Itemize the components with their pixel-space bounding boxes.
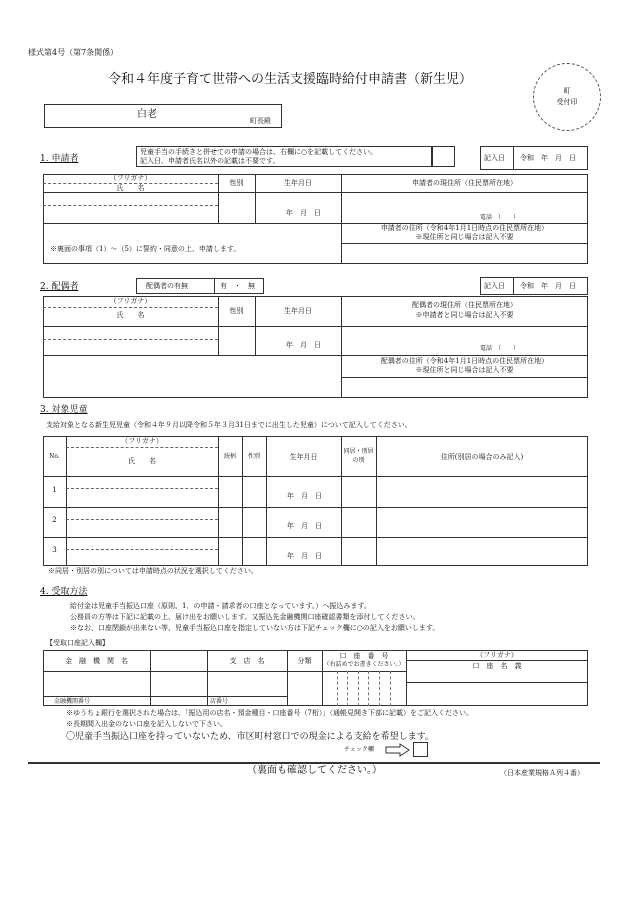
spouse-current-address-label: 配偶者の現住所（住民票所在地） xyxy=(412,301,517,309)
spouse-ref-address-label: 配偶者の住所（令和4年1月1日時点の住民票所在地） xyxy=(380,357,549,365)
applicant-phone-label[interactable]: 電話 （ ） xyxy=(480,214,520,221)
mayor-name: 白老 xyxy=(137,109,157,120)
spouse-entry-date-value[interactable]: 令和 年 月 日 xyxy=(520,282,576,290)
stamp-line1: 町 xyxy=(563,87,571,95)
footer-rule xyxy=(28,762,600,764)
children-col-furigana: （フリガナ） xyxy=(121,437,163,445)
children-col-name: 氏 名 xyxy=(128,457,156,465)
branch-label: 支 店 名 xyxy=(229,657,265,665)
cash-option: 〇児童手当振込口座を持っていないため、市区町村窓口での現金による支給を希望します。 xyxy=(66,732,434,742)
reception-stamp-circle xyxy=(533,63,601,131)
spouse-heading: 2. 配偶者 xyxy=(40,282,79,292)
stamp-line2: 受付印 xyxy=(556,98,578,106)
applicant-notice-2: 記入日、申請者氏名以外の記載は不要です。 xyxy=(140,157,280,165)
children-row-2-no: 2 xyxy=(52,516,57,524)
spouse-birth-label: 生年月日 xyxy=(284,307,312,315)
children-heading: 3. 対象児童 xyxy=(40,405,88,415)
spouse-presence-options[interactable]: 有 ・ 無 xyxy=(220,282,255,290)
applicant-ref-address-label: 申請者の住所（令和4年1月1日時点の住民票所在地） xyxy=(380,224,549,232)
arrow-right-icon xyxy=(385,743,411,757)
cash-check-box[interactable] xyxy=(413,742,428,757)
mayor-box xyxy=(44,104,282,128)
form-number: 様式第4号（第7条関係） xyxy=(28,48,119,57)
children-row-3-no: 3 xyxy=(52,546,57,554)
holder-label: 口 座 名 義 xyxy=(472,662,522,670)
account-number-note: （右詰めでお書きください。） xyxy=(323,661,405,668)
children-col-cohab-2: の別 xyxy=(352,457,365,464)
children-row-1-birth[interactable]: 年 月 日 xyxy=(287,492,322,500)
applicant-same-note: ※現住所と同じ場合は記入不要 xyxy=(415,233,514,241)
spouse-name-label: 氏 名 xyxy=(116,311,145,319)
applicant-birth-value[interactable]: 年 月 日 xyxy=(286,209,321,217)
children-row-3-birth[interactable]: 年 月 日 xyxy=(287,552,322,560)
children-description: 支給対象となる新生児児童（令和４年９月以降令和５年３月31日までに出生した児童）について記入してください。 xyxy=(46,421,412,429)
spouse-phone-label[interactable]: 電話 （ ） xyxy=(480,345,520,352)
children-col-address: 住所(別居の場合のみ記入) xyxy=(440,453,524,461)
applicant-furigana-label: （フリガナ） xyxy=(109,174,152,182)
applicant-gender-label: 性別 xyxy=(229,179,244,187)
applicant-heading: 1. 申請者 xyxy=(40,154,79,164)
spouse-current-address-note: ※申請者と同じ場合は記入不要 xyxy=(415,311,514,319)
bank-name-label: 金 融 機 関 名 xyxy=(65,657,128,665)
receipt-note-2: ※長期間入出金のない口座を記入しないで下さい。 xyxy=(66,720,227,728)
account-number-label: 口 座 番 号 xyxy=(339,652,389,660)
receipt-line-3: ※なお、口座閉鎖が出来ない等、児童手当振込口座を指定していない方は下記チェック欄に○の記入をお願いします。 xyxy=(70,624,440,632)
applicant-name-label: 氏 名 xyxy=(116,184,145,192)
spouse-same-note: ※現住所と同じ場合は記入不要 xyxy=(415,366,514,374)
page-title: 令和４年度子育て世帯への生活支援臨時給付申請書（新生児） xyxy=(107,72,472,87)
spouse-entry-date-label: 記入日 xyxy=(484,282,505,290)
receipt-line-2: 公務員の方等は下記に記載の上、届け出をお願いします。又振込先金融機関口座確認書類を添付してください。 xyxy=(70,613,420,621)
children-col-relation: 続柄 xyxy=(223,453,236,460)
children-col-no: No. xyxy=(49,453,60,460)
applicant-circle-mark-field[interactable] xyxy=(432,146,455,167)
children-col-cohab-1: 同居・別居 xyxy=(343,448,374,455)
applicant-entry-date-value[interactable]: 令和 年 月 日 xyxy=(520,154,576,162)
class-label: 分類 xyxy=(297,657,312,665)
applicant-notice-1: 児童手当の手続きと併せての申請の場合は、右欄に○を記載してください。 xyxy=(140,148,378,156)
bank-code-label: 金融機関番号 xyxy=(54,698,91,705)
spouse-furigana-label: （フリガナ） xyxy=(109,297,152,305)
check-label: チェック欄 xyxy=(344,746,374,753)
applicant-birth-label: 生年月日 xyxy=(284,179,312,187)
children-row-2-birth[interactable]: 年 月 日 xyxy=(287,522,322,530)
applicant-pledge: ※裏面の事項（1）～（5）に誓約・同意の上、申請します。 xyxy=(50,245,241,253)
receipt-line-1: 給付金は児童手当振込口座（原則、1．の申請・請求者の口座となっています。）へ振込みます。 xyxy=(70,602,371,610)
spouse-birth-value[interactable]: 年 月 日 xyxy=(286,341,321,349)
branch-code-label: 店番号 xyxy=(210,698,229,705)
holder-furigana-label: （フリガナ） xyxy=(476,651,518,659)
applicant-current-address-label: 申請者の現住所（住民票所在地） xyxy=(412,179,517,187)
footer-center-note: （裏面も確認してください。） xyxy=(247,765,382,776)
children-footnote: ※同居・別居の別については申請時点の状況を選択してください。 xyxy=(48,567,258,575)
spouse-gender-label: 性別 xyxy=(229,307,244,315)
account-section-label: 【受取口座記入欄】 xyxy=(46,639,109,647)
footer-paper-size: （日本産業規格Ａ列４番） xyxy=(500,769,584,777)
children-col-birth: 生年月日 xyxy=(289,453,318,461)
children-col-gender: 性別 xyxy=(247,453,260,460)
receipt-heading: 4. 受取方法 xyxy=(40,587,88,597)
spouse-presence-label: 配偶者の有無 xyxy=(146,282,188,290)
mayor-honorific: 町長殿 xyxy=(250,117,271,125)
children-row-1-no: 1 xyxy=(52,486,57,494)
applicant-entry-date-label: 記入日 xyxy=(484,154,505,162)
receipt-note-1: ※ゆうちょ銀行を選択された場合は、「振込用の店名・預金種目・口座番号（7桁）」（通帳見開き下部に記載）をご記入ください。 xyxy=(66,709,473,717)
